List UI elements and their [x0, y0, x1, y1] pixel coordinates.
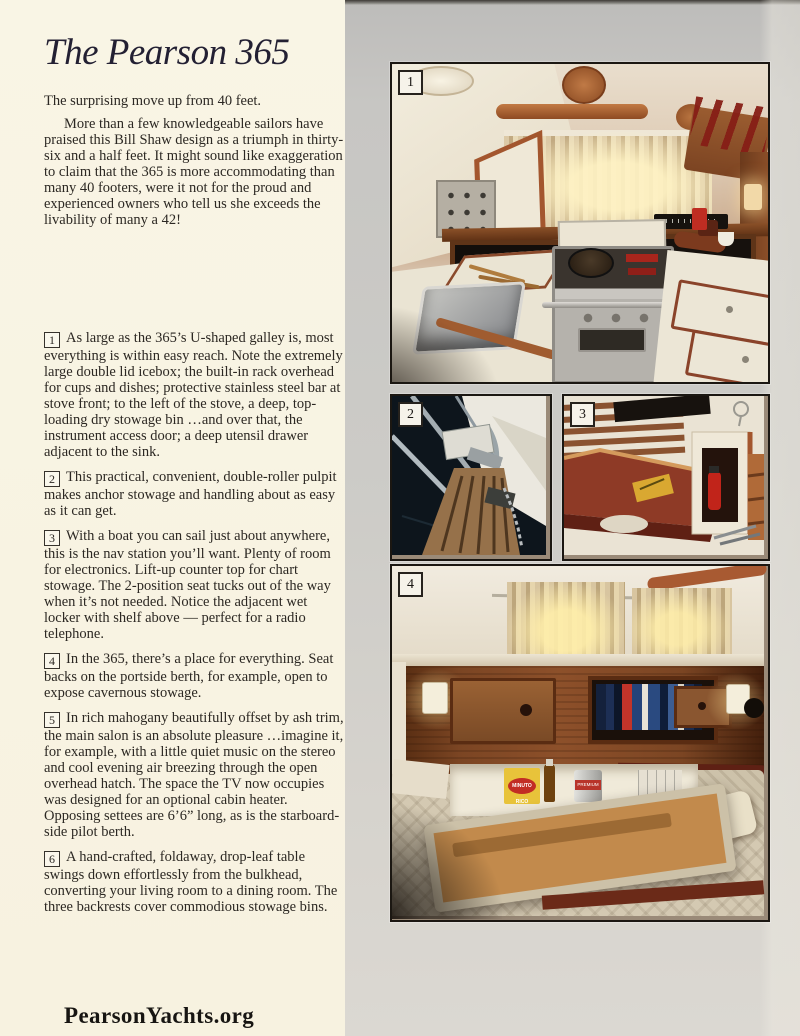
- salon-bottle: [544, 764, 555, 802]
- salon-speaker: [744, 698, 764, 718]
- footer-website: PearsonYachts.org: [64, 1003, 255, 1028]
- ladder-step-3: [748, 522, 764, 524]
- photo-main-salon: [390, 564, 770, 922]
- lead-line: The surprising move up from 40 feet.: [44, 92, 262, 109]
- salon-small-door-hole: [698, 702, 706, 710]
- feature-number-1: 1: [44, 332, 60, 348]
- feature-number-2: 2: [44, 471, 60, 487]
- feature-item-3: [44, 528, 344, 642]
- salon-canister-label: PREMIUM: [575, 780, 601, 790]
- page-edge-shadow: [345, 0, 800, 5]
- galley-oven-window: [578, 328, 646, 352]
- salon-corner-shadow: [390, 804, 502, 919]
- intro-paragraph: More than a few knowledgeable sailors have praised this Bill Shaw design as a triumph in thirty-six and a half feet. It might sound like exaggeration to claim that the 365 is more accommodating than many 40 footers, were it not for the proud and experienced owners who tell us she exceeds the livability of many a 42!: [44, 115, 344, 228]
- photo-nav-station: [562, 394, 770, 561]
- ladder-step-2: [748, 498, 764, 500]
- photo-anchor-pulpit: [390, 394, 552, 561]
- salon-armrest: [390, 759, 449, 799]
- feature-text-3: With a boat you can sail just about anywhere, this is the nav station you’ll want. Plenty of room for electronics. Lift-up counter top for chart stowage. The 2-position seat tucks out of the way when it’s not needed. Notice the adjacent wet locker with shelf above — perfect for a radio telephone.: [44, 528, 331, 642]
- extinguisher-handle: [709, 466, 719, 473]
- galley-pot: [568, 248, 614, 278]
- feature-item-1: [44, 330, 344, 460]
- galley-corner-shadow: [390, 304, 502, 384]
- feature-text-5: In rich mahogany beautifully offset by ash trim, the main salon is an absolute pleasure …imagine it, for example, with a little quiet music on the stereo and cool evening air breezing through the open overhead hatch. The space the TV now occupies was designed for an optional cabin heater. Opposing settees are 6’6” long, as is the starboard-side pilot berth.: [44, 710, 344, 840]
- fire-extinguisher: [708, 472, 721, 510]
- galley-wood-vent: [562, 66, 606, 104]
- galley-red-can: [692, 208, 707, 230]
- photo-galley: [390, 62, 770, 384]
- feature-text-2: This practical, convenient, double-roller pulpit makes anchor stowage and handling about as easy as it can get.: [44, 469, 337, 519]
- galley-lid-handle-2: [742, 356, 749, 363]
- page-title: The Pearson 365: [44, 32, 290, 73]
- stowage-roll: [600, 515, 648, 533]
- feature-text-1: As large as the 365’s U-shaped galley is, most everything is within easy reach. Note the extremely large double lid icebox; the built-in rack overhead for cups and dishes; protective stainless steel bar at stove front; to the left of the stove, a deep, top-loading dry stowage bin …and over that, the instrument access door; a deep utensil drawer adjacent to the sink.: [44, 330, 343, 460]
- galley-stove-guard-bar: [542, 302, 678, 308]
- galley-cup: [718, 232, 734, 246]
- feature-list: [44, 330, 344, 924]
- feature-number-5: 5: [44, 712, 60, 728]
- feature-text-4: In the 365, there’s a place for everything. Seat backs on the portside berth, for example, open to expose cavernous stowage.: [44, 651, 334, 701]
- salon-cabinet-finger-hole: [520, 704, 532, 716]
- feature-number-3: 3: [44, 530, 60, 546]
- feature-item-2: [44, 469, 344, 519]
- photo-number-badge-2: 2: [398, 402, 423, 427]
- feature-item-6: [44, 849, 344, 915]
- header-block: [44, 34, 344, 228]
- ladder-step-1: [748, 474, 764, 476]
- feature-item-5: [44, 710, 344, 840]
- feature-item-4: [44, 651, 344, 701]
- salon-cabinet-door: [450, 678, 556, 744]
- feature-text-6: A hand-crafted, foldaway, drop-leaf table swings down effortlessly from the bulkhead, converting your living room to a dining room. The three backrests cover commodious stowage bins.: [44, 849, 338, 915]
- feature-number-4: 4: [44, 653, 60, 669]
- photo-number-badge-3: 3: [570, 402, 595, 427]
- galley-lid-handle-1: [726, 306, 733, 313]
- photo-number-badge-1: 1: [398, 70, 423, 95]
- galley-oven-knobs: [574, 312, 652, 324]
- feature-number-6: 6: [44, 851, 60, 867]
- photo-number-badge-4: 4: [398, 572, 423, 597]
- galley-stove-label-2: [628, 268, 656, 275]
- galley-stove-label: [626, 254, 658, 262]
- salon-wall-lamp-left: [422, 682, 448, 714]
- galley-right-lamp: [744, 184, 762, 210]
- galley-overhead-handrail: [496, 104, 648, 119]
- salon-bottle-cap: [546, 759, 553, 766]
- salon-rice-box-label: MINUTO RICO: [508, 778, 536, 794]
